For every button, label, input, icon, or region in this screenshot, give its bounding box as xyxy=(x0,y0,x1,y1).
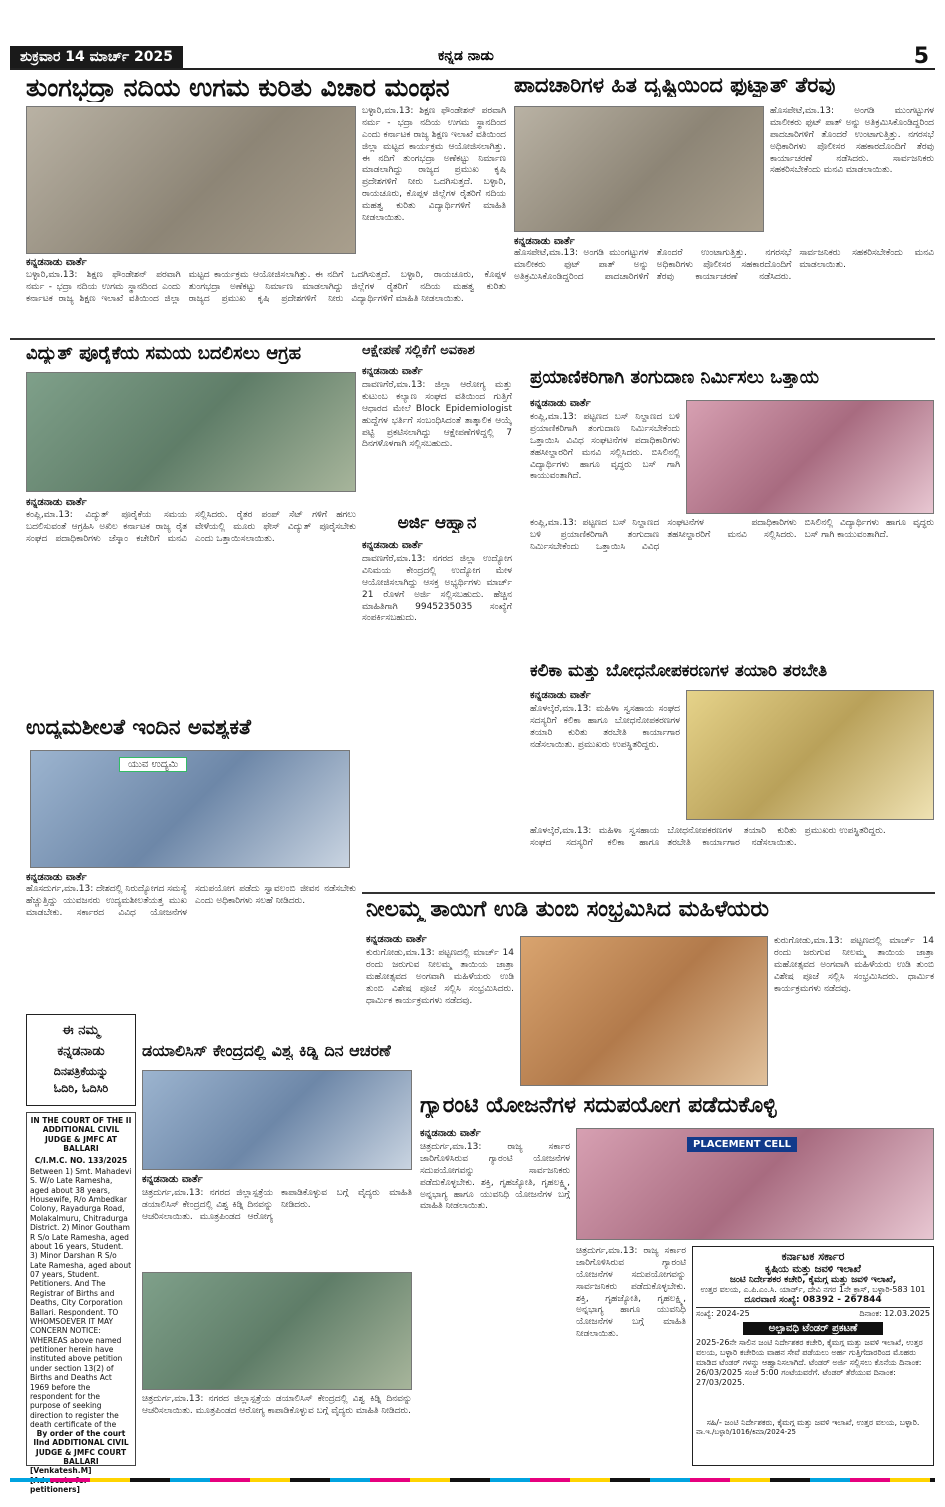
gov-office: ಜಂಟಿ ನಿರ್ದೇಶಕರ ಕಚೇರಿ, ಕೈಮಗ್ಗ ಮತ್ತು ಜವಳಿ ಇಲಾಖೆ, xyxy=(729,1275,897,1285)
headline-footpath: ಪಾದಚಾರಿಗಳ ಹಿತ ದೃಷ್ಟಿಯಿಂದ ಫುಟ್ಪಾತ್ ತೆರವು xyxy=(514,74,836,97)
issue-date: ಶುಕ್ರವಾರ 14 ಮಾರ್ಚ್ 2025 xyxy=(10,46,183,68)
headline-guarantee: ಗ್ಯಾರಂಟಿ ಯೋಜನೆಗಳ ಸದುಪಯೋಗ ಪಡೆದುಕೊಳ್ಳಿ xyxy=(420,1094,777,1118)
promo-line: ಕನ್ನಡನಾಡು xyxy=(57,1043,105,1059)
headline-dialysis: ಡಯಾಲಿಸಿಸ್ ಕೇಂದ್ರದಲ್ಲಿ ವಿಶ್ವ ಕಿಡ್ನಿ ದಿನ ಆಚರಣೆ xyxy=(142,1042,391,1060)
article-body: ಬಳ್ಳಾರಿ,ಮಾ.13: ಶಿಕ್ಷಣ ಫೌಂಡೇಶನ್ ಪರವಾಗಿ ನರ್ಮ - ಭದ್ರಾ ನದಿಯ ಉಗಮ ಸ್ಥಾನದಿಂದ ಎಂದು ಕರ್ನಾಟಕ ರಾಜ್ಯ ಶಿಕ್ಷಣ ಇಲಾಖೆ ವತಿಯಿಂದ ಜಿಲ್ಲಾ ಮಟ್ಟದ ಕಾರ್ಯಕ್ರಮ ಆಯೋಜಿಸಲಾಗಿತ್ತು. ಈ ನದಿಗೆ ತುಂಗಭದ್ರಾ ಅಣೆಕಟ್ಟು ನಿರ್ಮಾಣ ಮಾಡಲಾಗಿದ್ದು ರಾಜ್ಯದ ಪ್ರಮುಖ ಕೃಷಿ ಪ್ರದೇಶಗಳಿಗೆ ನೀರು ಒದಗಿಸುತ್ತದೆ. ಬಳ್ಳಾರಿ, ರಾಯಚೂರು, ಕೊಪ್ಪಳ ಜಿಲ್ಲೆಗಳ ರೈತರಿಗೆ ನದಿಯ ಮಹತ್ವ ಕುರಿತು ವಿದ್ಯಾರ್ಥಿಗಳಿಗೆ ಮಾಹಿತಿ ನೀಡಲಾಯಿತು. xyxy=(362,106,506,223)
tender-notice xyxy=(692,1246,934,1466)
notice-body: Between 1) Smt. Mahadevi S. W/o Late Ramesha, aged about 38 years, Housewife, R/o Ambedkar Colony, Rayadurga Road, Molakalmuru, Chitradurga District. 2) Minor Goutham R S/o Late Ramesha, aged about 16 years, Student. 3) Minor Darshan R S/o Late Ramesha, aged about 07 years, Student. Petitioners. And The Registrar of Births and Deaths, City Corporation Ballari. Respondent. TO WHOMSOEVER IT MAY CONCERN NOTICE: WHEREAS above named petitioner herein have instituted above petition under section 13(2) of Births and Deaths Act 1969 before the respondent for the purpose of seeking direction to register the death certificate of the xyxy=(30,1166,132,1429)
article-body: ದಾವಣಗೆರೆ,ಮಾ.13: ಜಿಲ್ಲಾ ಆರೋಗ್ಯ ಮತ್ತು ಕುಟುಂಬ ಕಲ್ಯಾಣ ಸಂಘದ ವತಿಯಿಂದ ಗುತ್ತಿಗೆ ಆಧಾರದ ಮೇಲೆ Block Epidemiologist ಹುದ್ದೆಗಳ ಭರ್ತಿಗೆ ಸಂಬಂಧಿಸಿದಂತೆ ತಾತ್ಕಾಲಿಕ ಆಯ್ಕೆ ಪಟ್ಟಿ ಪ್ರಕಟಿಸಲಾಗಿದ್ದು ಆಕ್ಷೇಪಣೆಗಳಿದ್ದಲ್ಲಿ 7 ದಿನಗಳೊಳಗಾಗಿ ಸಲ್ಲಿಸಬಹುದು. xyxy=(362,380,512,450)
notice-signature: By order of the court IInd ADDITIONAL CIVIL JUDGE & JMFC COURT BALLARI xyxy=(33,1428,129,1466)
gov-date: ದಿನಾಂಕ: 12.03.2025 xyxy=(859,1309,930,1318)
promo-line: ಓದಿರಿ, ಓದಿಸಿರಿ xyxy=(53,1082,109,1096)
article-body: ಚಿತ್ರದುರ್ಗ,ಮಾ.13: ನಗರದ ಜಿಲ್ಲಾಸ್ಪತ್ರೆಯ ಡಯಾಲಿಸಿಸ್ ಕೇಂದ್ರದಲ್ಲಿ ವಿಶ್ವ ಕಿಡ್ನಿ ದಿನವನ್ನು ಆಚರಿಸಲಾಯಿತು. ಮೂತ್ರಪಿಂಡದ ಆರೋಗ್ಯ ಕಾಪಾಡಿಕೊಳ್ಳುವ ಬಗ್ಗೆ ವೈದ್ಯರು ಮಾಹಿತಿ ನೀಡಿದರು. xyxy=(142,1188,412,1222)
article-body: ಹೊಸಪೇಟೆ,ಮಾ.13: ಅಂಗಡಿ ಮುಂಗಟ್ಟುಗಳ ಮಾಲೀಕರು ಫುಟ್ ಪಾತ್ ಅನ್ನು ಅತಿಕ್ರಮಿಸಿಕೊಂಡಿದ್ದರಿಂದ ಪಾದಚಾರಿಗಳಿಗೆ ತೊಂದರೆ ಉಂಟಾಗುತ್ತಿತ್ತು. ನಗರಸಭೆ ಅಧಿಕಾರಿಗಳು ಪೊಲೀಸರ ಸಹಕಾರದೊಂದಿಗೆ ತೆರವು ಕಾರ್ಯಾಚರಣೆ ನಡೆಸಿದರು. ಸಾರ್ವಜನಿಕರು ಸಹಕರಿಸಬೇಕೆಂದು ಮನವಿ ಮಾಡಲಾಯಿತು. xyxy=(770,106,934,176)
headline-learning-materials: ಕಲಿಕಾ ಮತ್ತು ಬೋಧನೋಪಕರಣಗಳ ತಯಾರಿ ತರಬೇತಿ xyxy=(530,662,828,681)
gov-ref: ಸಂಖ್ಯೆ: 2024-25 xyxy=(696,1309,750,1318)
masthead xyxy=(10,44,935,70)
article-body: ಚಿತ್ರದುರ್ಗ,ಮಾ.13: ರಾಜ್ಯ ಸರ್ಕಾರ ಜಾರಿಗೊಳಿಸಿರುವ ಗ್ಯಾರಂಟಿ ಯೋಜನೆಗಳ ಸದುಪಯೋಗವನ್ನು ಸಾರ್ವಜನಿಕರು ಪಡೆದುಕೊಳ್ಳಬೇಕು. ಶಕ್ತಿ, ಗೃಹಜ್ಯೋತಿ, ಗೃಹಲಕ್ಷ್ಮಿ, ಅನ್ನಭಾಗ್ಯ ಹಾಗೂ ಯುವನಿಧಿ ಯೋಜನೆಗಳ ಬಗ್ಗೆ ಮಾಹಿತಿ ನೀಡಲಾಯಿತು. xyxy=(576,1246,686,1340)
promo-line: ಈ ನಮ್ಮ xyxy=(62,1023,100,1038)
byline: ಕನ್ನಡನಾಡು ವಾರ್ತೆ xyxy=(26,257,87,268)
photo-tungabhadra xyxy=(26,106,356,254)
photo-event xyxy=(142,1272,412,1390)
tender-body: 2025-26ನೇ ಸಾಲಿನ ಜಂಟಿ ನಿರ್ದೇಶಕರ ಕಚೇರಿ, ಕೈಮಗ್ಗ ಮತ್ತು ಜವಳಿ ಇಲಾಖೆ, ಉತ್ತರ ವಲಯ, ಬಳ್ಳಾರಿ ಕಚೇರಿಯ ವಾಹನ ಸೇವೆ ಪಡೆಯಲು ಅರ್ಹ ಗುತ್ತಿಗೆದಾರರಿಂದ ಮೊಹರು ಮಾಡಿದ ಟೆಂಡರ್ ಗಳನ್ನು ಆಹ್ವಾನಿಸಲಾಗಿದೆ. ಟೆಂಡರ್ ಅರ್ಜಿ ಸಲ್ಲಿಸಲು ಕೊನೆಯ ದಿನಾಂಕ: 26/03/2025 ಸಂಜೆ 5:00 ಗಂಟೆಯವರೆಗೆ. ಟೆಂಡರ್ ತೆರೆಯುವ ದಿನಾಂಕ: 27/03/2025. xyxy=(696,1338,923,1387)
banner-text: PLACEMENT CELL xyxy=(687,1137,797,1152)
byline: ಕನ್ನಡನಾಡು ವಾರ್ತೆ xyxy=(530,690,591,701)
photo-neelamma xyxy=(520,936,768,1086)
article-body: ಕಂಪ್ಲಿ,ಮಾ.13: ಪಟ್ಟಣದ ಬಸ್ ನಿಲ್ದಾಣದ ಬಳಿ ಪ್ರಯಾಣಿಕರಿಗಾಗಿ ತಂಗುದಾಣ ನಿರ್ಮಿಸಬೇಕೆಂದು ಒತ್ತಾಯಿಸಿ ವಿವಿಧ ಸಂಘಟನೆಗಳ ಪದಾಧಿಕಾರಿಗಳು ತಹಸೀಲ್ದಾರರಿಗೆ ಮನವಿ ಸಲ್ಲಿಸಿದರು. ಬಿಸಿಲಿನಲ್ಲಿ ವಿದ್ಯಾರ್ಥಿಗಳು ಹಾಗೂ ವೃದ್ಧರು ಬಸ್ ಗಾಗಿ ಕಾಯುವಂತಾಗಿದೆ. xyxy=(530,518,934,552)
article-body: ಹೊಸದುರ್ಗ,ಮಾ.13: ದೇಶದಲ್ಲಿ ನಿರುದ್ಯೋಗದ ಸಮಸ್ಯೆ ಹೆಚ್ಚುತ್ತಿದ್ದು ಯುವಜನರು ಉದ್ಯಮಶೀಲತೆಯತ್ತ ಮುಖ ಮಾಡಬೇಕು. ಸರ್ಕಾರದ ವಿವಿಧ ಯೋಜನೆಗಳ ಸದುಪಯೋಗ ಪಡೆದು ಸ್ವಾವಲಂಬಿ ಜೀವನ ನಡೆಸಬೇಕು ಎಂದು ಅಧಿಕಾರಿಗಳು ಸಲಹೆ ನೀಡಿದರು. xyxy=(26,884,356,918)
print-registration-bar xyxy=(10,1478,935,1482)
article-body: ಹೊಳಲ್ಕೆರೆ,ಮಾ.13: ಮಹಿಳಾ ಸ್ವಸಹಾಯ ಸಂಘದ ಸದಸ್ಯರಿಗೆ ಕಲಿಕಾ ಹಾಗೂ ಬೋಧನೋಪಕರಣಗಳ ತಯಾರಿ ಕುರಿತು ತರಬೇತಿ ಕಾರ್ಯಾಗಾರ ನಡೆಸಲಾಯಿತು. ಪ್ರಮುಖರು ಉಪಸ್ಥಿತರಿದ್ದರು. xyxy=(530,826,886,848)
byline: ಕನ್ನಡನಾಡು ವಾರ್ತೆ xyxy=(362,540,423,551)
photo-guarantee xyxy=(576,1128,934,1240)
byline: ಕನ್ನಡನಾಡು ವಾರ್ತೆ xyxy=(530,398,591,409)
promo-line: ದಿನಪತ್ರಿಕೆಯನ್ನು xyxy=(53,1064,109,1078)
notice-title: IN THE COURT OF THE II ADDITIONAL CIVIL JUDGE & JMFC AT BALLARI xyxy=(30,1116,132,1154)
paper-name: ಕನ್ನಡ ನಾಡು xyxy=(438,48,494,64)
photo-entrepreneurship xyxy=(30,750,350,868)
advocate: [Venkatesh.M] petitioners] xyxy=(30,1466,92,1495)
article-body: ಕುರುಗೋಡು,ಮಾ.13: ಪಟ್ಟಣದಲ್ಲಿ ಮಾರ್ಚ್ 14 ರಂದು ಜರುಗುವ ನೀಲಮ್ಮ ತಾಯಿಯ ಜಾತ್ರಾ ಮಹೋತ್ಸವದ ಅಂಗವಾಗಿ ಮಹಿಳೆಯರು ಉಡಿ ತುಂಬಿ ವಿಶೇಷ ಪೂಜೆ ಸಲ್ಲಿಸಿ ಸಂಭ್ರಮಿಸಿದರು. ಧಾರ್ಮಿಕ ಕಾರ್ಯಕ್ರಮಗಳು ನಡೆದವು. xyxy=(774,936,934,994)
headline-tungabhadra: ತುಂಗಭದ್ರಾ ನದಿಯ ಉಗಮ ಕುರಿತು ವಿಚಾರ ಮಂಥನ xyxy=(26,74,450,102)
promo-box xyxy=(26,1014,136,1106)
article-body: ಕಂಪ್ಲಿ,ಮಾ.13: ವಿದ್ಯುತ್ ಪೂರೈಕೆಯ ಸಮಯ ಬದಲಿಸುವಂತೆ ಆಗ್ರಹಿಸಿ ಅಖಿಲ ಕರ್ನಾಟಕ ರಾಜ್ಯ ರೈತ ಸಂಘದ ಪದಾಧಿಕಾರಿಗಳು ಜೆಸ್ಕಾಂ ಕಚೇರಿಗೆ ಮನವಿ ಸಲ್ಲಿಸಿದರು. ರೈತರ ಪಂಪ್ ಸೆಟ್ ಗಳಿಗೆ ಹಗಲು ವೇಳೆಯಲ್ಲಿ ಮೂರು ಫೇಸ್ ವಿದ್ಯುತ್ ಪೂರೈಸಬೇಕು ಎಂದು ಒತ್ತಾಯಿಸಲಾಯಿತು. xyxy=(26,510,356,544)
headline-bus-shelter: ಪ್ರಯಾಣಿಕರಿಗಾಗಿ ತಂಗುದಾಣ ನಿರ್ಮಿಸಲು ಒತ್ತಾಯ xyxy=(530,368,820,388)
gov-ref-row xyxy=(696,1307,930,1319)
article-body: ಚಿತ್ರದುರ್ಗ,ಮಾ.13: ನಗರದ ಜಿಲ್ಲಾಸ್ಪತ್ರೆಯ ಡಯಾಲಿಸಿಸ್ ಕೇಂದ್ರದಲ್ಲಿ ವಿಶ್ವ ಕಿಡ್ನಿ ದಿನವನ್ನು ಆಚರಿಸಲಾಯಿತು. ಮೂತ್ರಪಿಂಡದ ಆರೋಗ್ಯ ಕಾಪಾಡಿಕೊಳ್ಳುವ ಬಗ್ಗೆ ವೈದ್ಯರು ಮಾಹಿತಿ ನೀಡಿದರು. xyxy=(142,1394,412,1416)
case-number: C/I.M.C. NO. 133/2025 xyxy=(34,1155,128,1165)
article-body: ಚಿತ್ರದುರ್ಗ,ಮಾ.13: ರಾಜ್ಯ ಸರ್ಕಾರ ಜಾರಿಗೊಳಿಸಿರುವ ಗ್ಯಾರಂಟಿ ಯೋಜನೆಗಳ ಸದುಪಯೋಗವನ್ನು ಸಾರ್ವಜನಿಕರು ಪಡೆದುಕೊಳ್ಳಬೇಕು. ಶಕ್ತಿ, ಗೃಹಜ್ಯೋತಿ, ಗೃಹಲಕ್ಷ್ಮಿ, ಅನ್ನಭಾಗ್ಯ ಹಾಗೂ ಯುವನಿಧಿ ಯೋಜನೆಗಳ ಬಗ್ಗೆ ಮಾಹಿತಿ ನೀಡಲಾಯಿತು. xyxy=(420,1142,570,1212)
photo-power-supply xyxy=(26,372,356,492)
gov-dept: ಕೃಷಿಯ ಮತ್ತು ಜವಳಿ ಇಲಾಖೆ xyxy=(765,1264,861,1275)
divider xyxy=(10,338,935,340)
tender-footer: ವಾ.ಇ./ಬಳ್ಳಾರಿ/1016/ಕಿಮಾ/2024-25 xyxy=(696,1428,797,1436)
photo-bus-shelter xyxy=(686,400,934,514)
tender-title: ಅಲ್ಪಾವಧಿ ಟೆಂಡರ್ ಪ್ರಕಟಣೆ xyxy=(743,1322,883,1335)
gov-header: ಕರ್ನಾಟಕ ಸರ್ಕಾರ xyxy=(781,1250,845,1263)
byline: ಕನ್ನಡನಾಡು ವಾರ್ತೆ xyxy=(514,236,575,247)
gov-phone: ದೂರವಾಣಿ ಸಂಖ್ಯೆ: 08392 - 267844 xyxy=(744,1295,882,1305)
court-notice xyxy=(26,1112,136,1495)
headline-neelamma: ನೀಲಮ್ಮ ತಾಯಿಗೆ ಉಡಿ ತುಂಬಿ ಸಂಭ್ರಮಿಸಿದ ಮಹಿಳೆಯರು xyxy=(366,898,769,922)
headline-objection: ಆಕ್ಷೇಪಣೆ ಸಲ್ಲಿಕೆಗೆ ಅವಕಾಶ xyxy=(362,344,475,358)
tender-sign: ಸಹಿ/- ಜಂಟಿ ನಿರ್ದೇಶಕರು, ಕೈಮಗ್ಗ ಮತ್ತು ಜವಳಿ ಇಲಾಖೆ, ಉತ್ತರ ವಲಯ, ಬಳ್ಳಾರಿ. xyxy=(706,1418,920,1427)
banner-text: ಯುವ ಉದ್ಯಮಿ xyxy=(119,757,187,772)
photo-dialysis xyxy=(142,1070,412,1170)
article-body: ದಾವಣಗೆರೆ,ಮಾ.13: ನಗರದ ಜಿಲ್ಲಾ ಉದ್ಯೋಗ ವಿನಿಮಯ ಕೇಂದ್ರದಲ್ಲಿ ಉದ್ಯೋಗ ಮೇಳ ಆಯೋಜಿಸಲಾಗಿದ್ದು ಆಸಕ್ತ ಅಭ್ಯರ್ಥಿಗಳು ಮಾರ್ಚ್ 21 ರೊಳಗೆ ಅರ್ಜಿ ಸಲ್ಲಿಸಬಹುದು. ಹೆಚ್ಚಿನ ಮಾಹಿತಿಗಾಗಿ 9945235035 ಸಂಖ್ಯೆಗೆ ಸಂಪರ್ಕಿಸಬಹುದು. xyxy=(362,554,512,624)
divider xyxy=(362,892,935,894)
gov-address: ಉತ್ತರ ವಲಯ, ಎ.ಪಿ.ಎಂ.ಸಿ. ಯಾರ್ಡ್, ದೇವಿ ನಗರ 1ನೇ ಕ್ರಾಸ್, ಬಳ್ಳಾರಿ-583 101 xyxy=(700,1285,926,1294)
byline: ಕನ್ನಡನಾಡು ವಾರ್ತೆ xyxy=(420,1128,481,1139)
article-body: ಹೊಳಲ್ಕೆರೆ,ಮಾ.13: ಮಹಿಳಾ ಸ್ವಸಹಾಯ ಸಂಘದ ಸದಸ್ಯರಿಗೆ ಕಲಿಕಾ ಹಾಗೂ ಬೋಧನೋಪಕರಣಗಳ ತಯಾರಿ ಕುರಿತು ತರಬೇತಿ ಕಾರ್ಯಾಗಾರ ನಡೆಸಲಾಯಿತು. ಪ್ರಮುಖರು ಉಪಸ್ಥಿತರಿದ್ದರು. xyxy=(530,704,680,750)
page-number: 5 xyxy=(913,44,929,69)
photo-learning-materials xyxy=(686,690,934,820)
article-body: ಕುರುಗೋಡು,ಮಾ.13: ಪಟ್ಟಣದಲ್ಲಿ ಮಾರ್ಚ್ 14 ರಂದು ಜರುಗುವ ನೀಲಮ್ಮ ತಾಯಿಯ ಜಾತ್ರಾ ಮಹೋತ್ಸವದ ಅಂಗವಾಗಿ ಮಹಿಳೆಯರು ಉಡಿ ತುಂಬಿ ವಿಶೇಷ ಪೂಜೆ ಸಲ್ಲಿಸಿ ಸಂಭ್ರಮಿಸಿದರು. ಧಾರ್ಮಿಕ ಕಾರ್ಯಕ್ರಮಗಳು ನಡೆದವು. xyxy=(366,948,514,1006)
headline-power-supply: ವಿದ್ಯುತ್ ಪೂರೈಕೆಯ ಸಮಯ ಬದಲಿಸಲು ಆಗ್ರಹ xyxy=(26,344,302,364)
byline: ಕನ್ನಡನಾಡು ವಾರ್ತೆ xyxy=(26,497,87,508)
headline-application: ಅರ್ಜಿ ಆಹ್ವಾನ xyxy=(397,514,477,533)
photo-footpath xyxy=(514,106,764,232)
article-body: ಕಂಪ್ಲಿ,ಮಾ.13: ಪಟ್ಟಣದ ಬಸ್ ನಿಲ್ದಾಣದ ಬಳಿ ಪ್ರಯಾಣಿಕರಿಗಾಗಿ ತಂಗುದಾಣ ನಿರ್ಮಿಸಬೇಕೆಂದು ಒತ್ತಾಯಿಸಿ ವಿವಿಧ ಸಂಘಟನೆಗಳ ಪದಾಧಿಕಾರಿಗಳು ತಹಸೀಲ್ದಾರರಿಗೆ ಮನವಿ ಸಲ್ಲಿಸಿದರು. ಬಿಸಿಲಿನಲ್ಲಿ ವಿದ್ಯಾರ್ಥಿಗಳು ಹಾಗೂ ವೃದ್ಧರು ಬಸ್ ಗಾಗಿ ಕಾಯುವಂತಾಗಿದೆ. xyxy=(530,412,680,482)
byline: ಕನ್ನಡನಾಡು ವಾರ್ತೆ xyxy=(362,366,423,377)
byline: ಕನ್ನಡನಾಡು ವಾರ್ತೆ xyxy=(142,1174,203,1185)
article-body: ಹೊಸಪೇಟೆ,ಮಾ.13: ಅಂಗಡಿ ಮುಂಗಟ್ಟುಗಳ ಮಾಲೀಕರು ಫುಟ್ ಪಾತ್ ಅನ್ನು ಅತಿಕ್ರಮಿಸಿಕೊಂಡಿದ್ದರಿಂದ ಪಾದಚಾರಿಗಳಿಗೆ ತೊಂದರೆ ಉಂಟಾಗುತ್ತಿತ್ತು. ನಗರಸಭೆ ಅಧಿಕಾರಿಗಳು ಪೊಲೀಸರ ಸಹಕಾರದೊಂದಿಗೆ ತೆರವು ಕಾರ್ಯಾಚರಣೆ ನಡೆಸಿದರು. ಸಾರ್ವಜನಿಕರು ಸಹಕರಿಸಬೇಕೆಂದು ಮನವಿ ಮಾಡಲಾಯಿತು. xyxy=(514,248,934,282)
byline: ಕನ್ನಡನಾಡು ವಾರ್ತೆ xyxy=(366,934,427,945)
byline: ಕನ್ನಡನಾಡು ವಾರ್ತೆ xyxy=(26,872,87,883)
article-body: ಬಳ್ಳಾರಿ,ಮಾ.13: ಶಿಕ್ಷಣ ಫೌಂಡೇಶನ್ ಪರವಾಗಿ ನರ್ಮ - ಭದ್ರಾ ನದಿಯ ಉಗಮ ಸ್ಥಾನದಿಂದ ಎಂದು ಕರ್ನಾಟಕ ರಾಜ್ಯ ಶಿಕ್ಷಣ ಇಲಾಖೆ ವತಿಯಿಂದ ಜಿಲ್ಲಾ ಮಟ್ಟದ ಕಾರ್ಯಕ್ರಮ ಆಯೋಜಿಸಲಾಗಿತ್ತು. ಈ ನದಿಗೆ ತುಂಗಭದ್ರಾ ಅಣೆಕಟ್ಟು ನಿರ್ಮಾಣ ಮಾಡಲಾಗಿದ್ದು ರಾಜ್ಯದ ಪ್ರಮುಖ ಕೃಷಿ ಪ್ರದೇಶಗಳಿಗೆ ನೀರು ಒದಗಿಸುತ್ತದೆ. ಬಳ್ಳಾರಿ, ರಾಯಚೂರು, ಕೊಪ್ಪಳ ಜಿಲ್ಲೆಗಳ ರೈತರಿಗೆ ನದಿಯ ಮಹತ್ವ ಕುರಿತು ವಿದ್ಯಾರ್ಥಿಗಳಿಗೆ ಮಾಹಿತಿ ನೀಡಲಾಯಿತು. xyxy=(26,270,506,304)
headline-entrepreneurship: ಉದ್ಯಮಶೀಲತೆ ಇಂದಿನ ಅವಶ್ಯಕತೆ xyxy=(26,716,251,739)
